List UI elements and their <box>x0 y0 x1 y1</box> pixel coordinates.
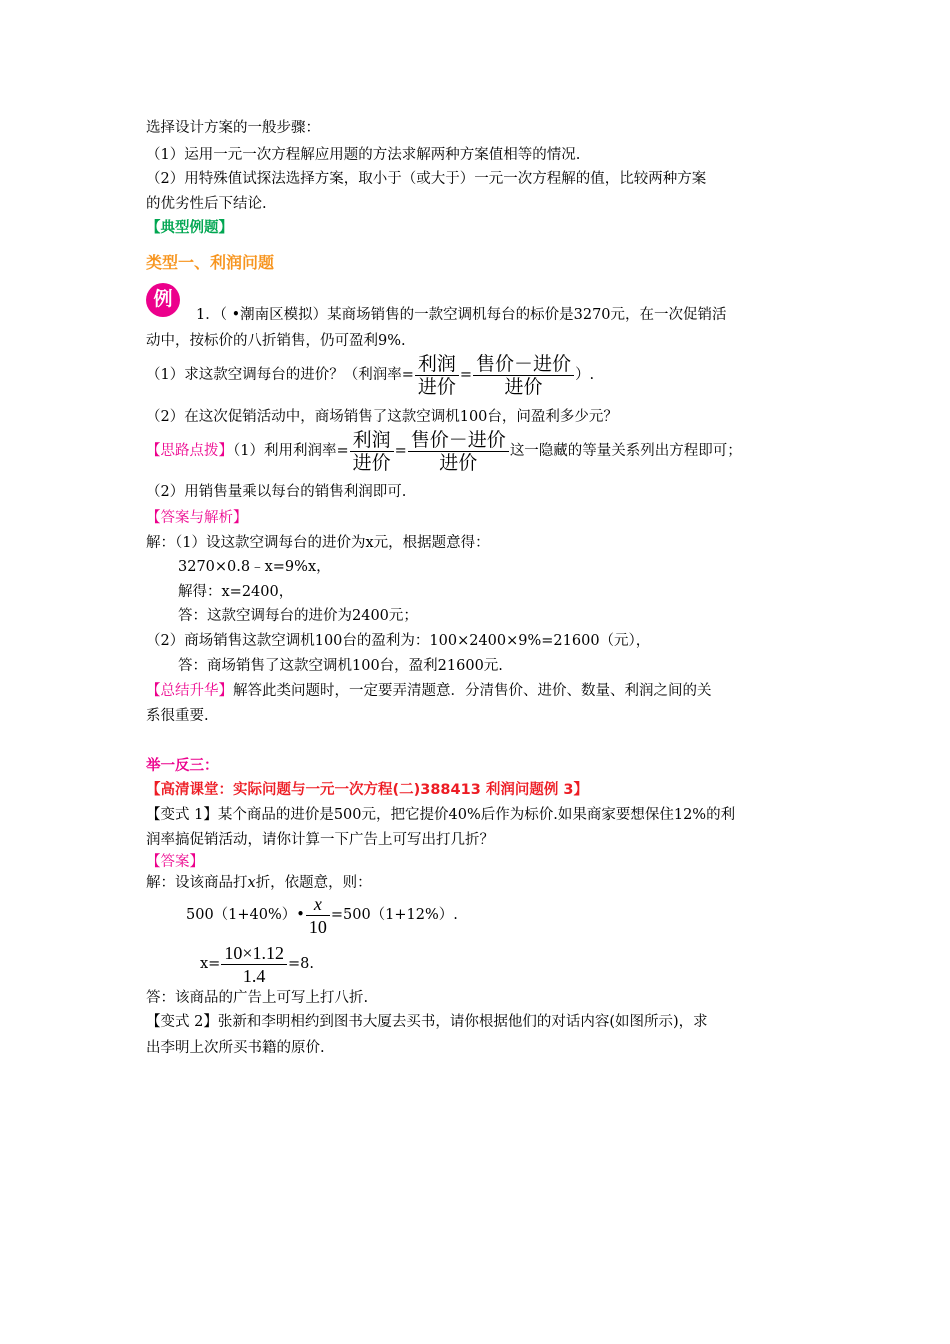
answer-label-2: 【答案】 <box>146 854 204 870</box>
variant-1-solution-prefix: 解：设该商品打 <box>146 875 248 891</box>
hint-line-2: （2）用销售量乘以每台的销售利润即可. <box>146 484 407 500</box>
summary-line-1 <box>146 681 712 701</box>
fraction-result <box>221 942 287 987</box>
fraction-denominator: 1.4 <box>242 965 266 986</box>
fraction-denominator: 10 <box>308 916 327 937</box>
hint-line-1 <box>146 428 742 474</box>
variant-1-solution <box>146 873 372 893</box>
question-1-suffix: ）. <box>575 367 595 383</box>
solution-line-1: 解：（1）设这款空调每台的进价为x元，根据题意得： <box>146 535 490 551</box>
solution-line-6: 答：商场销售了这款空调机100台，盈利21600元. <box>178 658 503 674</box>
hint-prefix: （1）利用利润率= <box>233 443 349 459</box>
fraction-denominator: 进价 <box>504 375 543 398</box>
fraction-profit-over-cost <box>415 353 459 398</box>
fraction-price-diff-over-cost <box>408 429 509 474</box>
example-1-line-1: 1．（ •潮南区模拟）某商场销售的一款空调机每台的标价是3270元，在一次促销活 <box>196 307 727 323</box>
fraction-x-over-10 <box>306 893 330 938</box>
variant-1-solution-suffix: 折，依题意，则： <box>255 875 372 891</box>
answer-label: 【答案与解析】 <box>146 510 248 526</box>
equation-left: 500（1+40%）• <box>186 907 305 923</box>
fraction-denominator: 进价 <box>352 451 391 474</box>
fraction-numerator: x <box>306 893 330 916</box>
fraction-numerator: 利润 <box>415 353 459 376</box>
step-2-line-1: （2）用特殊值试探法选择方案，取小于（或大于）一元一次方程解的值，比较两种方案 <box>146 171 707 187</box>
solution-line-2: 3270×0.8﹣x=9%x， <box>178 559 331 575</box>
variant-1-line-1: 【变式 1】某个商品的进价是500元，把它提价40%后作为标价.如果商家要想保住12%的利 <box>146 807 736 823</box>
variant-1-equation <box>186 892 458 938</box>
fraction-price-diff-over-cost <box>473 353 574 398</box>
question-1-prefix: （1）求这款空调每台的进价？（利润率= <box>146 367 414 383</box>
question-1 <box>146 352 594 398</box>
summary-label: 【总结升华】 <box>146 683 233 699</box>
variant-2-line-2: 出李明上次所买书籍的原价. <box>146 1040 325 1056</box>
equals-sign: = <box>394 443 407 459</box>
solution-line-5: （2）商场销售这款空调机100台的盈利为：100×2400×9%=21600（元）， <box>146 633 651 649</box>
equals-sign: = <box>459 367 473 383</box>
class-link-heading: 【高清课堂：实际问题与一元一次方程(二)388413 利润问题例 3】 <box>146 782 588 798</box>
fraction-numerator: 10×1.12 <box>221 942 287 965</box>
typical-examples-heading: 【典型例题】 <box>146 220 233 236</box>
fraction-denominator: 进价 <box>417 375 456 398</box>
fraction-denominator: 进价 <box>439 451 478 474</box>
example-badge-icon: 例 <box>146 283 180 317</box>
variant-1-line-2: 润率搞促销活动，请你计算一下广告上可写出打几折？ <box>146 832 494 848</box>
fraction-profit-over-cost <box>350 429 394 474</box>
example-1-line-2: 动中，按标价的八折销售，仍可盈利9%. <box>146 333 406 349</box>
solution-line-4: 答：这款空调每台的进价为2400元； <box>178 608 418 624</box>
variant-1-result <box>200 941 314 987</box>
summary-text: 解答此类问题时，一定要弄清题意．分清售价、进价、数量、利润之间的关 <box>233 683 712 699</box>
result-right: =8. <box>287 956 314 972</box>
intro-text: 选择设计方案的一般步骤： <box>146 120 320 136</box>
summary-line-2: 系很重要. <box>146 708 209 724</box>
type-1-heading: 类型一、利润问题 <box>146 253 275 272</box>
practice-heading: 举一反三： <box>146 758 219 774</box>
question-2: （2）在这次促销活动中，商场销售了这款空调机100台，问盈利多少元？ <box>146 409 618 425</box>
hint-label: 【思路点拨】 <box>146 443 233 459</box>
result-left: x= <box>200 956 221 972</box>
variant-1-answer: 答：该商品的广告上可写上打八折. <box>146 990 369 1006</box>
fraction-numerator: 利润 <box>350 429 394 452</box>
equation-right: =500（1+12%）. <box>330 907 458 923</box>
step-1: （1）运用一元一次方程解应用题的方法求解两种方案值相等的情况. <box>146 147 581 163</box>
fraction-numerator: 售价－进价 <box>473 353 574 376</box>
solution-line-3: 解得：x=2400， <box>178 584 294 600</box>
step-2-line-2: 的优劣性后下结论. <box>146 196 267 212</box>
fraction-numerator: 售价－进价 <box>408 429 509 452</box>
hint-suffix: 这一隐藏的等量关系列出方程即可； <box>509 443 742 459</box>
variable-x: x <box>247 875 256 891</box>
variant-2-line-1: 【变式 2】张新和李明相约到图书大厦去买书，请你根据他们的对话内容(如图所示)，求 <box>146 1014 708 1030</box>
